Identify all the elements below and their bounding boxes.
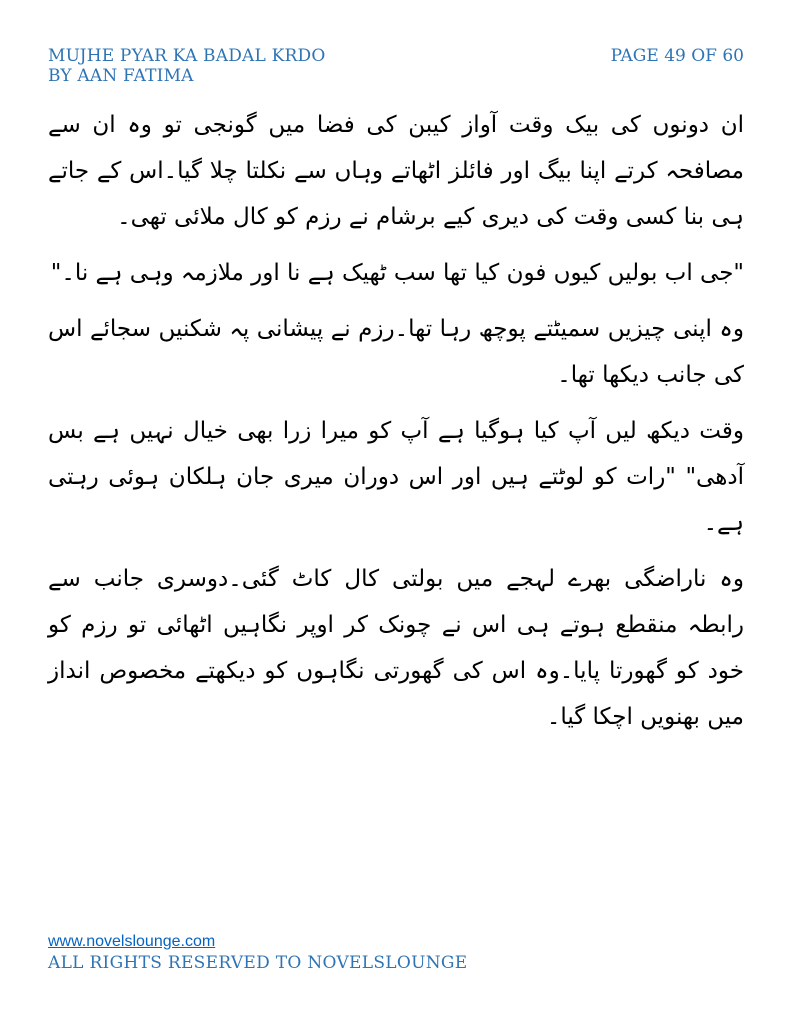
header-left: [48, 46, 325, 86]
author-line: BY AAN FATIMA: [48, 66, 194, 86]
paragraph: وقت دیکھ لیں آپ کیا ہوگیا ہے آپ کو میرا زرا بھی خیال نہیں ہے بس آدھی" "رات کو لوٹتے ہیں اور اس دوران میری جان ہلکان ہوئی رہتی ہے۔: [48, 418, 744, 536]
page-number: PAGE 49 OF 60: [610, 46, 744, 66]
novel-title: MUJHE PYAR KA BADAL KRDO: [48, 46, 326, 66]
paragraph: "جی اب بولیں کیوں فون کیا تھا سب ٹھیک ہے نا اور ملازمہ وہی ہے نا۔": [50, 260, 744, 286]
paragraph: وہ ناراضگی بھرے لہجے میں بولتی کال کاٹ گئی۔دوسری جانب سے رابطہ منقطع ہوتے ہی اس نے چونک کر اوپر نگاہیں اٹھائی تو رزم کو خود کو گھورتا پایا۔وہ اس کی گھورتی نگاہوں کو دیکھتے مخصوص انداز میں بھنویں اچکا گیا۔: [48, 566, 744, 730]
page-header: [48, 46, 744, 90]
website-link[interactable]: www.novelslounge.com: [48, 933, 216, 950]
page-footer: [48, 932, 467, 974]
paragraph: وہ اپنی چیزیں سمیٹتے پوچھ رہا تھا۔رزم نے پیشانی پہ شکنیں سجائے اس کی جانب دیکھا تھا۔: [48, 316, 744, 388]
body-text: [48, 102, 744, 750]
copyright-notice: ALL RIGHTS RESERVED TO NOVELSLOUNGE: [48, 953, 468, 973]
paragraph: ان دونوں کی بیک وقت آواز کیبن کی فضا میں گونجی تو وہ ان سے مصافحہ کرتے اپنا بیگ اور فائلز اٹھاتے وہاں سے نکلتا چلا گیا۔اس کے جاتے ہی بنا کسی وقت کی دیری کیے برشام نے رزم کو کال ملائی تھی۔: [48, 112, 744, 230]
